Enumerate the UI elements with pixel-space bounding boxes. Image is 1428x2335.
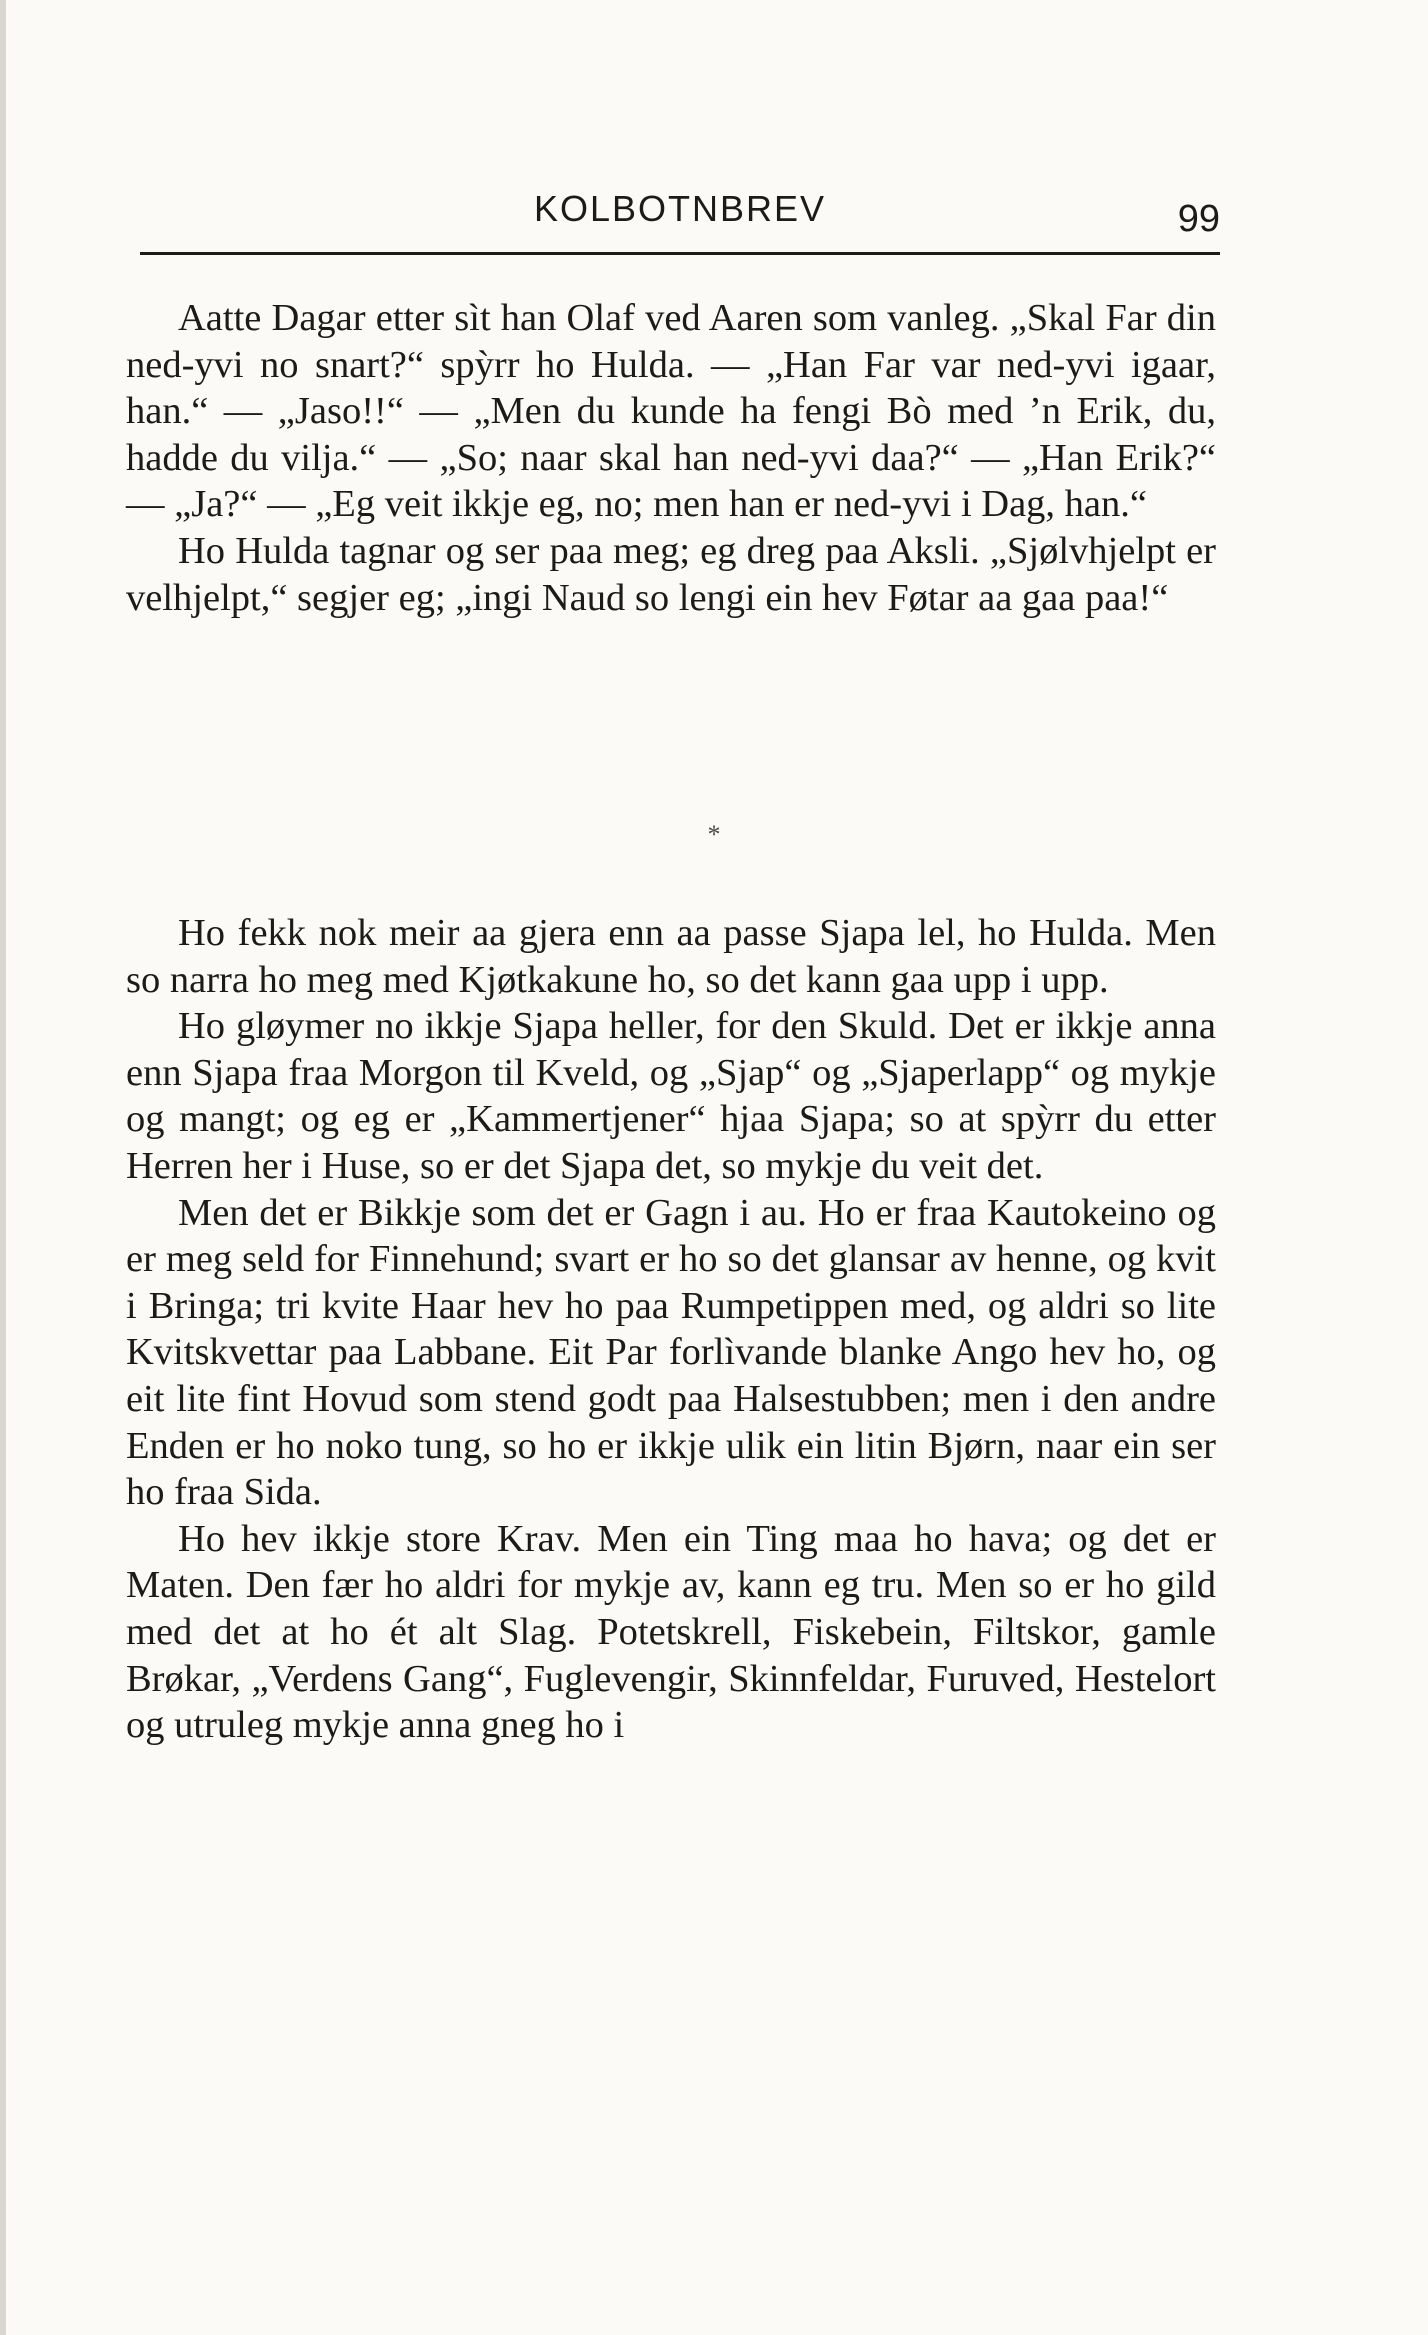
paragraph: Ho Hulda tagnar og ser paa meg; eg dreg paa Aksli. „Sjølvhjelpt er velhjelpt,“ segjer eg; „ingi Naud so lengi ein hev Føtar aa gaa paa!“ xyxy=(126,529,1216,619)
page-number: 99 xyxy=(1177,198,1220,240)
paragraph: Men det er Bikkje som det er Gagn i au. Ho er fraa Kautokeino og er meg seld for Finnehund; svart er ho so det glansar av henne, og kvit i Bringa; tri kvite Haar hev ho paa Rumpetippen med, og aldri so lite Kvitskvettar paa Labbane. Eit Par forlìvande blanke Ango hev ho, og eit lite fint Hovud som stend godt paa Halsestubben; men i den andre Enden er ho noko tung, so ho er ikkje ulik ein litin Bjørn, naar ein ser ho fraa Sida. xyxy=(126,1191,1216,1514)
running-title: KOLBOTNBREV xyxy=(533,188,827,229)
paragraph: Ho hev ikkje store Krav. Men ein Ting maa ho hava; og det er Maten. Den fær ho aldri for mykje av, kann eg tru. Men so er ho gild med det at ho ét alt Slag. Potetskrell, Fiskebein, Filtskor, gamle Brøkar, „Verdens Gang“, Fuglevengir, Skinnfeldar, Furuved, Hestelort og utruleg mykje anna gneg ho i xyxy=(126,1517,1216,1747)
paragraph: Ho fekk nok meir aa gjera enn aa passe Sjapa lel, ho Hulda. Men so narra ho meg med Kjøtkakune ho, so det kann gaa upp i upp. xyxy=(126,912,1216,1001)
paragraph: Ho gløymer no ikkje Sjapa heller, for den Skuld. Det er ikkje anna enn Sjapa fraa Morgon til Kveld, og „Sjap“ og „Sjaperlapp“ og mykje og mangt; og eg er „Kammertjener“ hjaa Sjapa; so at spỳrr du etter Herren her i Huse, so er det Sjapa det, so mykje du veit det. xyxy=(126,1005,1216,1187)
text-section-2 xyxy=(126,910,1216,1749)
text-section-1 xyxy=(126,295,1216,621)
page-header xyxy=(140,186,1220,255)
paragraph: Aatte Dagar etter sìt han Olaf ved Aaren som vanleg. „Skal Far din ned-yvi no snart?“ spỳrr ho Hulda. — „Han Far var ned-yvi igaar, han.“ — „Jaso!!“ — „Men du kunde ha fengi Bò med ’n Erik, du, hadde du vilja.“ — „So; naar skal han ned-yvi daa?“ — „Han Erik?“ — „Ja?“ — „Eg veit ikkje eg, no; men han er ned-yvi i Dag, han.“ xyxy=(126,297,1216,526)
section-separator: * xyxy=(707,820,721,849)
page-edge xyxy=(0,0,6,2335)
